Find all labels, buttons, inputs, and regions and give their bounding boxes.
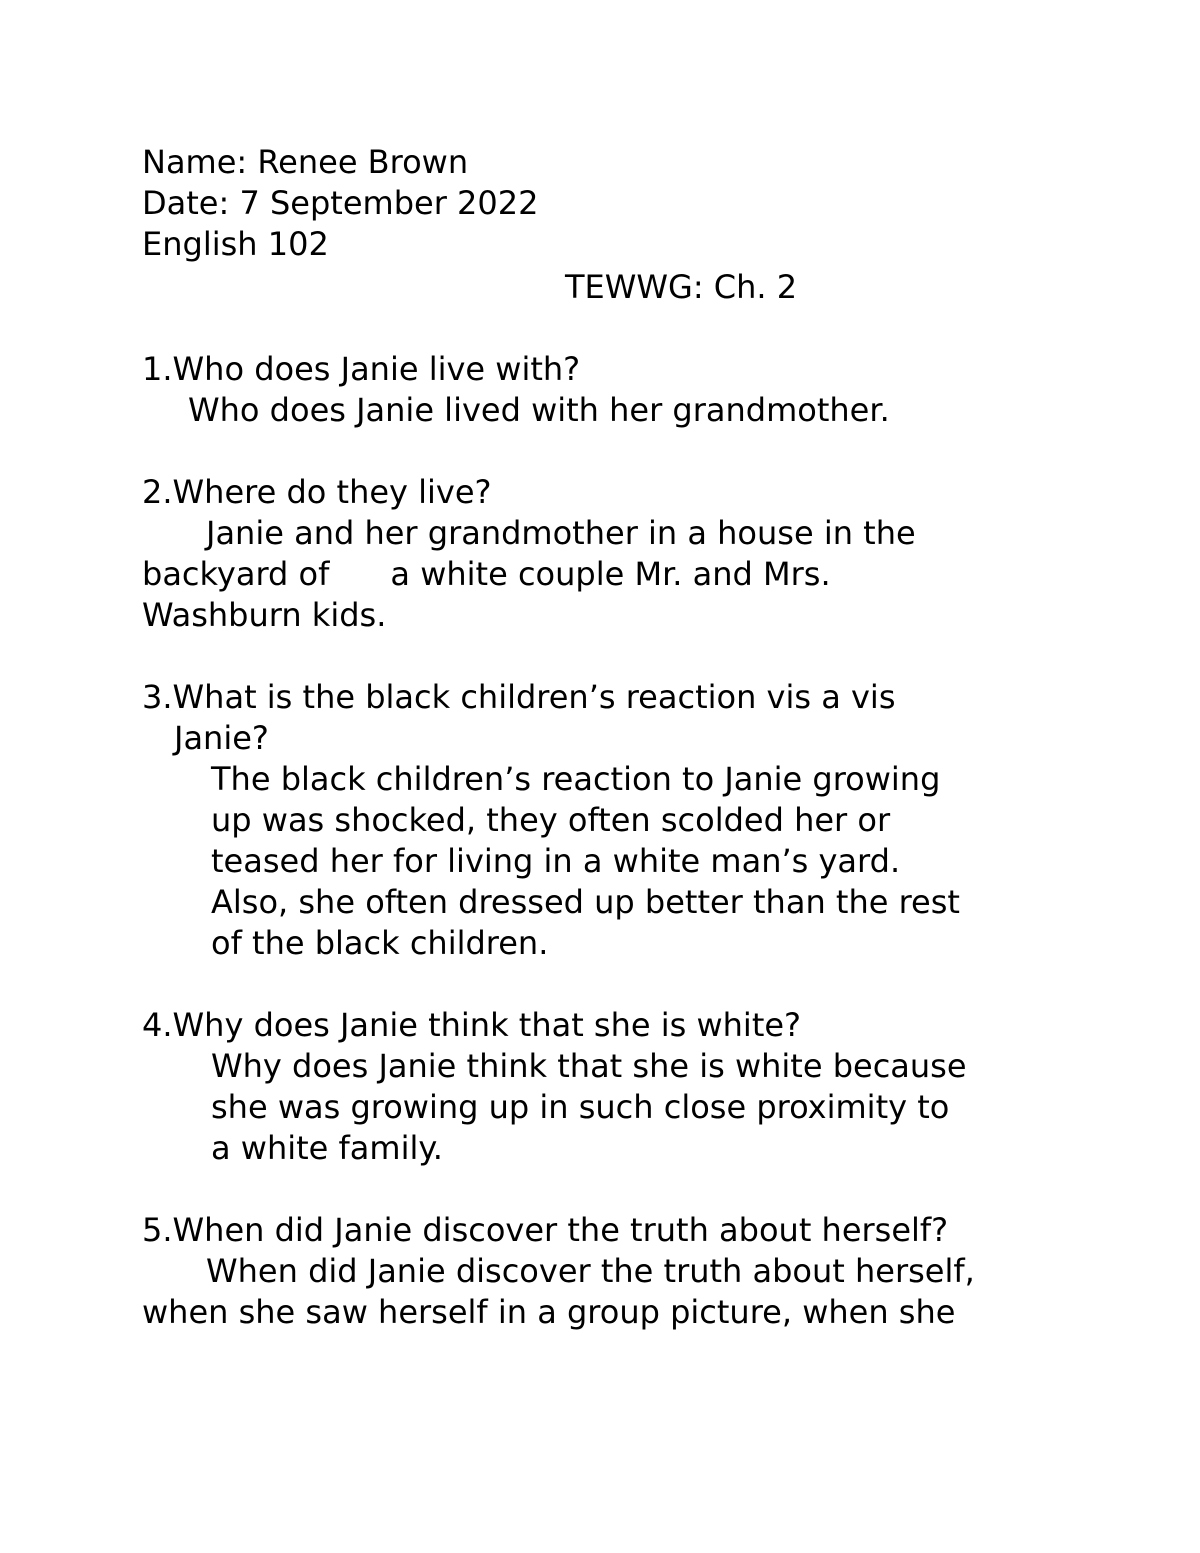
answer-4-line: Why does Janie think that she is white because [211, 1047, 967, 1085]
question-5: 5.When did Janie discover the truth about herself? [142, 1211, 949, 1249]
answer-2-line: Janie and her grandmother in a house in the [206, 514, 916, 552]
answer-3-line: Also, she often dressed up better than the rest [211, 883, 960, 921]
answer-3-line: up was shocked, they often scolded her or [211, 801, 891, 839]
answer-1-line: Who does Janie lived with her grandmother. [188, 391, 890, 429]
question-3-continued: Janie? [174, 719, 269, 757]
question-3: 3.What is the black children’s reaction vis a vis [142, 678, 896, 716]
answer-2-line: Washburn kids. [142, 596, 387, 634]
answer-3-line: of the black children. [211, 924, 549, 962]
assignment-title: TEWWG: Ch. 2 [565, 268, 798, 306]
assignment-date: Date: 7 September 2022 [142, 184, 539, 222]
answer-3-line: The black children’s reaction to Janie growing [211, 760, 941, 798]
question-2: 2.Where do they live? [142, 473, 492, 511]
answer-5-line: When did Janie discover the truth about herself, [206, 1252, 975, 1290]
answer-4-line: a white family. [211, 1129, 443, 1167]
question-4: 4.Why does Janie think that she is white? [142, 1006, 802, 1044]
course-name: English 102 [142, 225, 329, 263]
answer-3-line: teased her for living in a white man’s yard. [211, 842, 901, 880]
answer-5-line: when she saw herself in a group picture, when she [142, 1293, 956, 1331]
answer-2-line: backyard of a white couple Mr. and Mrs. [142, 555, 831, 593]
answer-4-line: she was growing up in such close proximity to [211, 1088, 950, 1126]
question-1: 1.Who does Janie live with? [142, 350, 581, 388]
student-name: Name: Renee Brown [142, 143, 469, 181]
